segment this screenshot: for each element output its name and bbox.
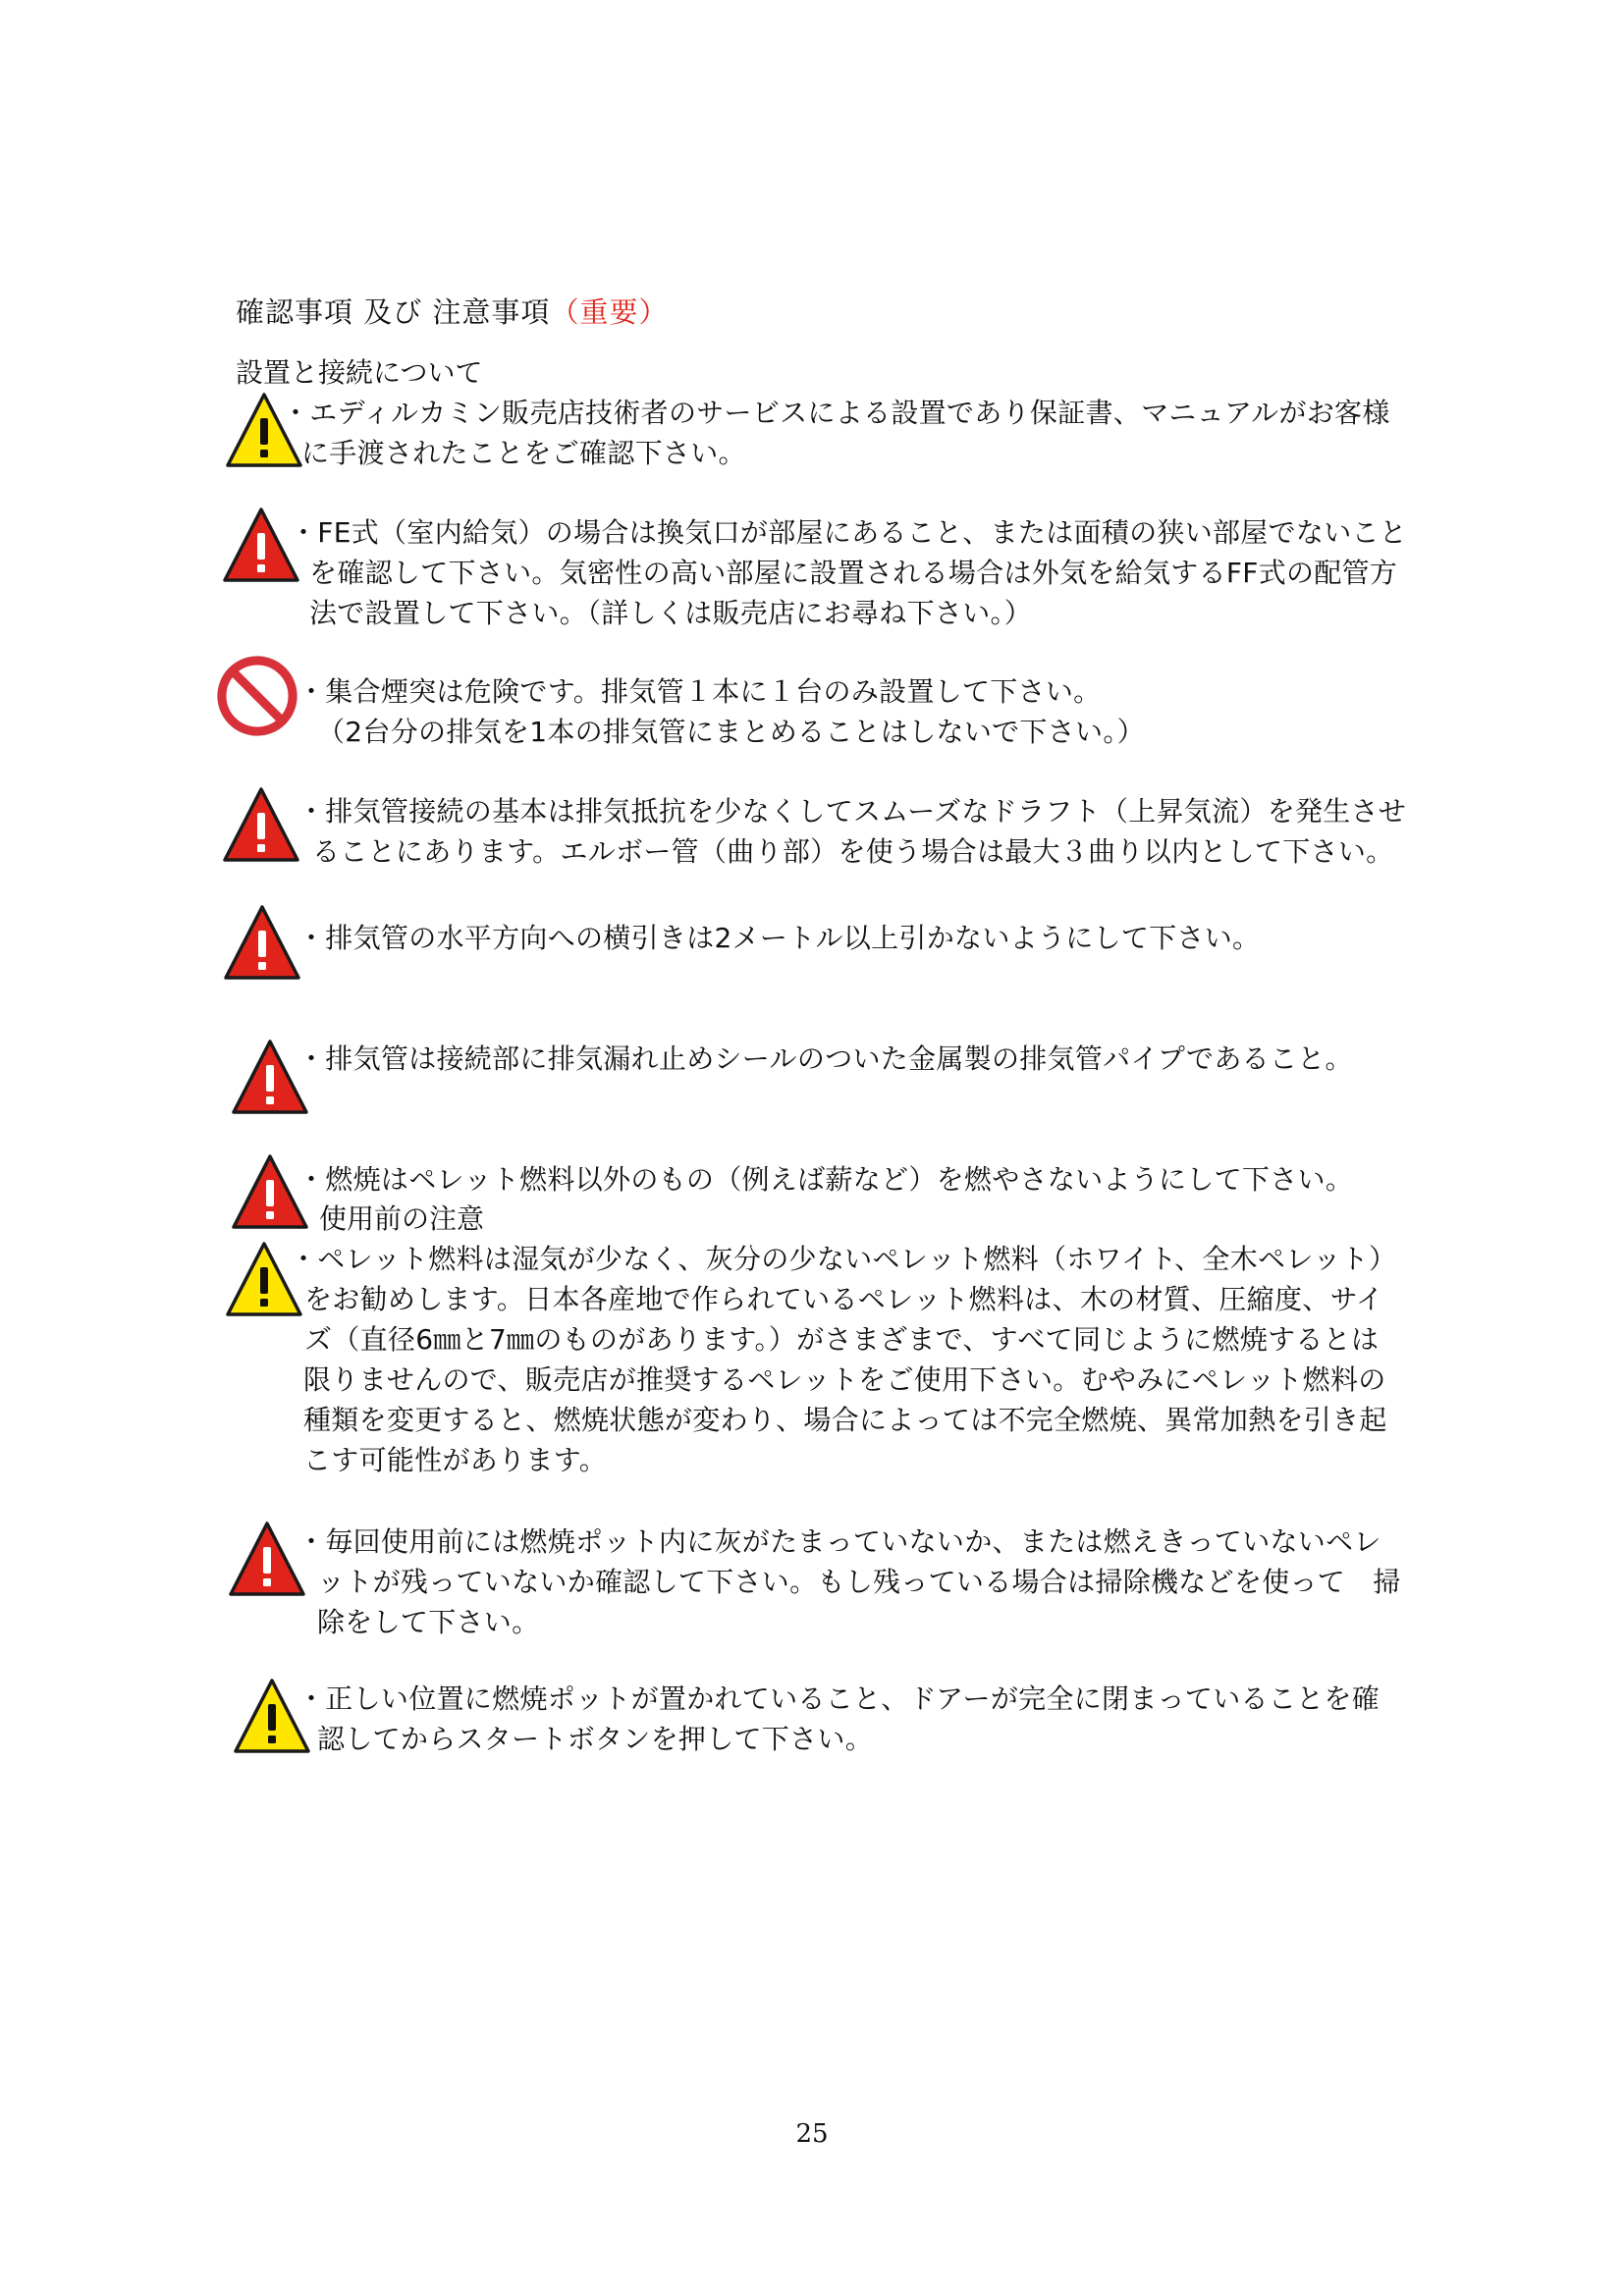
notice-line: ・FE式（室内給気）の場合は換気口が部屋にあること、または面積の狭い部屋でないこと — [290, 516, 1408, 549]
notice-line: ・排気管接続の基本は排気抵抗を少なくしてスムーズなドラフト（上昇気流）を発生させ — [298, 795, 1407, 828]
page-title — [236, 293, 668, 332]
notice-text — [298, 791, 1406, 872]
notice-text — [298, 1159, 1353, 1200]
notice-line: ることにあります。エルボー管（曲り部）を使う場合は最大３曲り以内として下さい。 — [312, 835, 1394, 868]
notice-line: ・排気管の水平方向への横引きは2メートル以上引かないようにして下さい。 — [298, 922, 1261, 954]
notice-line: をお勧めします。日本各産地で作られているペレット燃料は、木の材質、圧縮度、サイ — [304, 1283, 1384, 1315]
section-title-before-use: 使用前の注意 — [319, 1202, 485, 1235]
page-title-accent: （重要） — [550, 295, 669, 329]
notice-line: ・集合煙突は危険です。排気管１本に１台のみ設置して下さい。 — [298, 675, 1102, 708]
notice-text — [282, 393, 1390, 473]
notice-text — [298, 918, 1260, 958]
notice-text — [290, 512, 1407, 633]
notice-text — [298, 671, 1145, 752]
page-title-main: 確認事項 及び 注意事項 — [236, 295, 551, 329]
page-number: 25 — [795, 2119, 829, 2149]
notice-line: こす可能性があります。 — [303, 1444, 608, 1476]
notice-line: ・エディルカミン販売店技術者のサービスによる設置であり保証書、マニュアルがお客様 — [282, 397, 1390, 429]
notice-line: ズ（直径6㎜と7㎜のものがあります。）がさまざまで、すべて同じように燃焼するとは — [304, 1323, 1380, 1356]
notice-line: ・正しい位置に燃焼ポットが置かれていること、ドアーが完全に閉まっていることを確 — [298, 1682, 1380, 1715]
notice-text — [290, 1239, 1396, 1480]
notice-line: （2台分の排気を1本の排気管にまとめることはしないで下さい。） — [317, 716, 1145, 748]
notice-line: ットが残っていないか確認して下さい。もし残っている場合は掃除機などを使って 掃 — [317, 1566, 1401, 1598]
notice-line: 種類を変更すると、燃焼状態が変わり、場合によっては不完全燃焼、異常加熱を引き起 — [303, 1404, 1387, 1436]
notice-line: ・排気管は接続部に排気漏れ止めシールのついた金属製の排気管パイプであること。 — [298, 1042, 1353, 1075]
notice-text — [298, 1522, 1401, 1642]
notice-text — [298, 1039, 1353, 1079]
notice-text — [298, 1679, 1380, 1759]
notice-line: 法で設置して下さい。（詳しくは販売店にお尋ね下さい。） — [309, 597, 1033, 629]
notice-line: ・ペレット燃料は湿気が少なく、灰分の少ないペレット燃料（ホワイト、全木ペレット） — [290, 1243, 1397, 1275]
notice-line: を確認して下さい。気密性の高い部屋に設置される場合は外気を給気するFF式の配管方 — [309, 557, 1398, 589]
notice-line: 限りませんので、販売店が推奨するペレットをご使用下さい。むやみにペレット燃料の — [303, 1363, 1386, 1396]
notice-line: ・燃焼はペレット燃料以外のもの（例えば薪など）を燃やさないようにして下さい。 — [298, 1163, 1354, 1196]
warning-triangle-icon — [227, 1520, 307, 1604]
warning-triangle-icon — [222, 903, 302, 988]
notice-line: 認してからスタートボタンを押して下さい。 — [317, 1723, 874, 1755]
notice-line: に手渡されたことをご確認下さい。 — [301, 437, 746, 469]
prohibition-icon — [217, 656, 298, 740]
section-title-setup: 設置と接続について — [236, 356, 483, 389]
warning-triangle-icon — [221, 785, 301, 870]
notice-line: ・毎回使用前には燃焼ポット内に灰がたまっていないか、または燃えきっていないペレ — [298, 1525, 1381, 1558]
notice-line: 除をして下さい。 — [317, 1606, 540, 1638]
